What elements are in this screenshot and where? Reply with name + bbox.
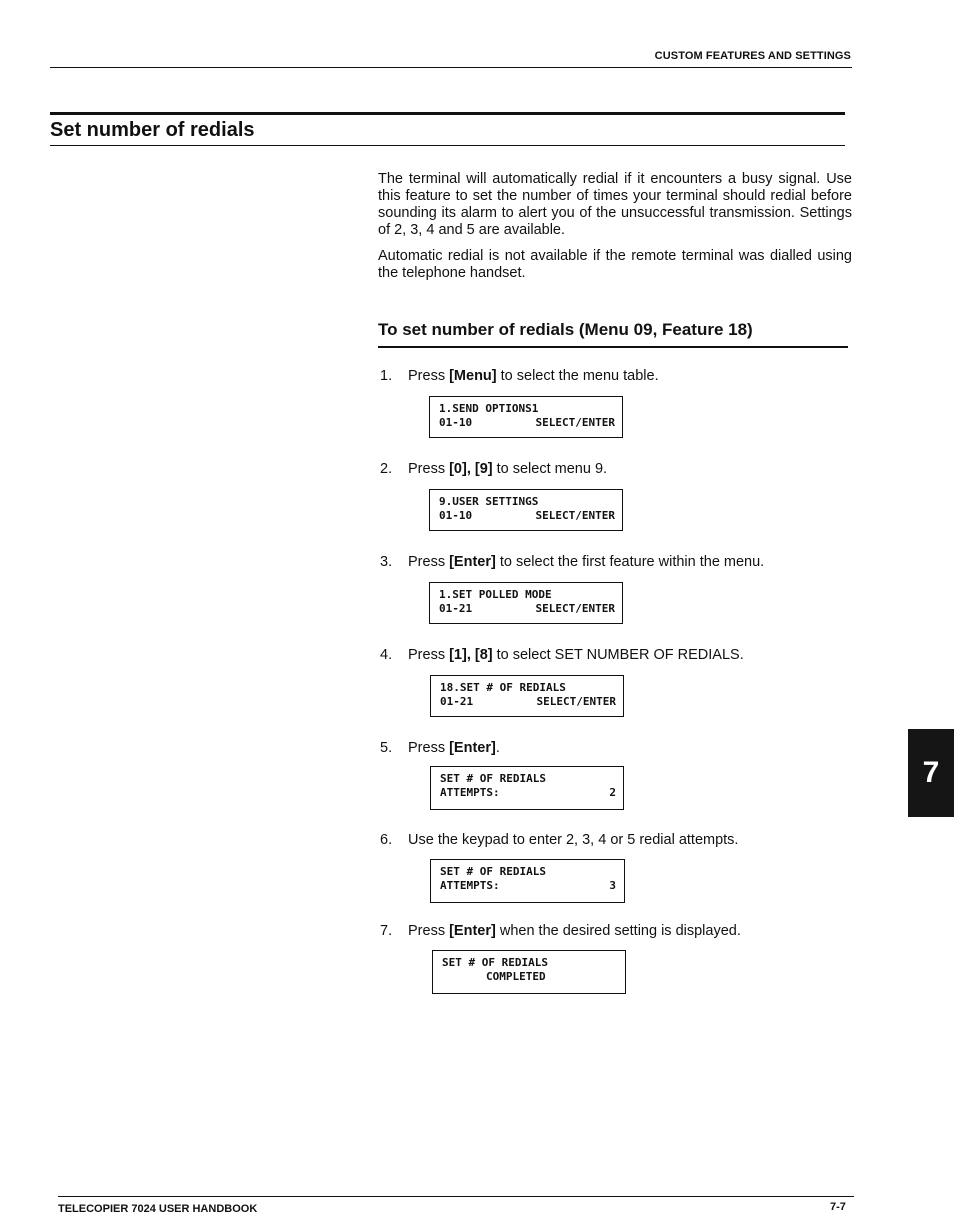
section-title: Set number of redials	[50, 119, 255, 141]
step-text: Use the keypad to enter 2, 3, 4 or 5 redial attempts.	[408, 832, 739, 848]
lcd-line-1: 18.SET # OF REDIALS	[440, 681, 566, 694]
step-text: to select the menu table.	[496, 368, 659, 384]
footer-title: TELECOPIER 7024 USER HANDBOOK	[58, 1203, 258, 1215]
step-2	[380, 461, 607, 477]
step-number: 6.	[380, 832, 393, 848]
section-bottom-rule	[50, 145, 845, 146]
procedure-title: To set number of redials (Menu 09, Feature 18)	[378, 320, 753, 339]
lcd-line-2: 01-21 SELECT/ENTER	[440, 695, 616, 708]
lcd-line-1: SET # OF REDIALS	[440, 865, 546, 878]
procedure-title-rule	[378, 346, 848, 348]
step-text: Press	[408, 647, 450, 663]
lcd-display-4	[430, 675, 624, 717]
step-text: Press	[408, 368, 450, 384]
chapter-number: 7	[922, 756, 940, 789]
step-key: [Enter]	[449, 554, 496, 570]
step-number: 7.	[380, 923, 393, 939]
step-key: [Menu]	[449, 368, 497, 384]
step-5	[380, 740, 500, 756]
lcd-line-1: SET # OF REDIALS	[442, 956, 548, 969]
lcd-line-2: ATTEMPTS: 3	[440, 879, 616, 892]
step-number: 3.	[380, 554, 393, 570]
lcd-line-2: 01-10 SELECT/ENTER	[439, 416, 615, 429]
step-3	[380, 554, 764, 570]
step-text: Press	[408, 554, 450, 570]
footer-rule	[58, 1196, 854, 1197]
lcd-line-1: 9.USER SETTINGS	[439, 495, 539, 508]
intro-paragraph: The terminal will automatically redial if it encounters a busy signal. Use this feature to set the number of times your terminal should redial before sounding its alarm to alert you of the unsuccessful transmission. Settings of 2, 3, 4 and 5 are available.	[378, 171, 852, 238]
lcd-line-1: 1.SET POLLED MODE	[439, 588, 552, 601]
lcd-line-2: COMPLETED	[486, 970, 546, 983]
step-text: to select menu 9.	[492, 461, 608, 477]
lcd-display-6	[430, 859, 625, 903]
step-text: to select the first feature within the menu.	[495, 554, 765, 570]
lcd-line-2: ATTEMPTS: 2	[440, 786, 616, 799]
chapter-tab	[908, 729, 954, 817]
step-6	[380, 832, 738, 848]
step-number: 4.	[380, 647, 393, 663]
note-paragraph: Automatic redial is not available if the remote terminal was dialled using the telephone handset.	[378, 248, 852, 281]
step-key: [1], [8]	[449, 647, 493, 663]
lcd-display-2	[429, 489, 623, 531]
lcd-line-1: 1.SEND OPTIONS1	[439, 402, 539, 415]
step-text: Press	[408, 923, 450, 939]
lcd-line-1: SET # OF REDIALS	[440, 772, 546, 785]
step-number: 1.	[380, 368, 393, 384]
step-key: [0], [9]	[449, 461, 493, 477]
step-4	[380, 647, 744, 663]
lcd-line-2: 01-21 SELECT/ENTER	[439, 602, 615, 615]
lcd-line-2: 01-10 SELECT/ENTER	[439, 509, 615, 522]
step-7	[380, 923, 741, 939]
step-1	[380, 368, 659, 384]
step-text: Press	[408, 740, 450, 756]
lcd-display-3	[429, 582, 623, 624]
section-top-rule	[50, 112, 845, 115]
step-number: 5.	[380, 740, 393, 756]
step-text: .	[495, 740, 500, 756]
header-rule	[50, 67, 852, 68]
page-number: 7-7	[830, 1201, 846, 1213]
lcd-display-1	[429, 396, 623, 438]
step-key: [Enter]	[449, 923, 496, 939]
lcd-display-7	[432, 950, 626, 994]
step-text: Press	[408, 461, 450, 477]
step-key: [Enter]	[449, 740, 496, 756]
lcd-display-5	[430, 766, 624, 810]
running-header: CUSTOM FEATURES AND SETTINGS	[654, 50, 851, 62]
step-text: to select SET NUMBER OF REDIALS.	[492, 647, 744, 663]
step-text: when the desired setting is displayed.	[495, 923, 741, 939]
step-number: 2.	[380, 461, 393, 477]
